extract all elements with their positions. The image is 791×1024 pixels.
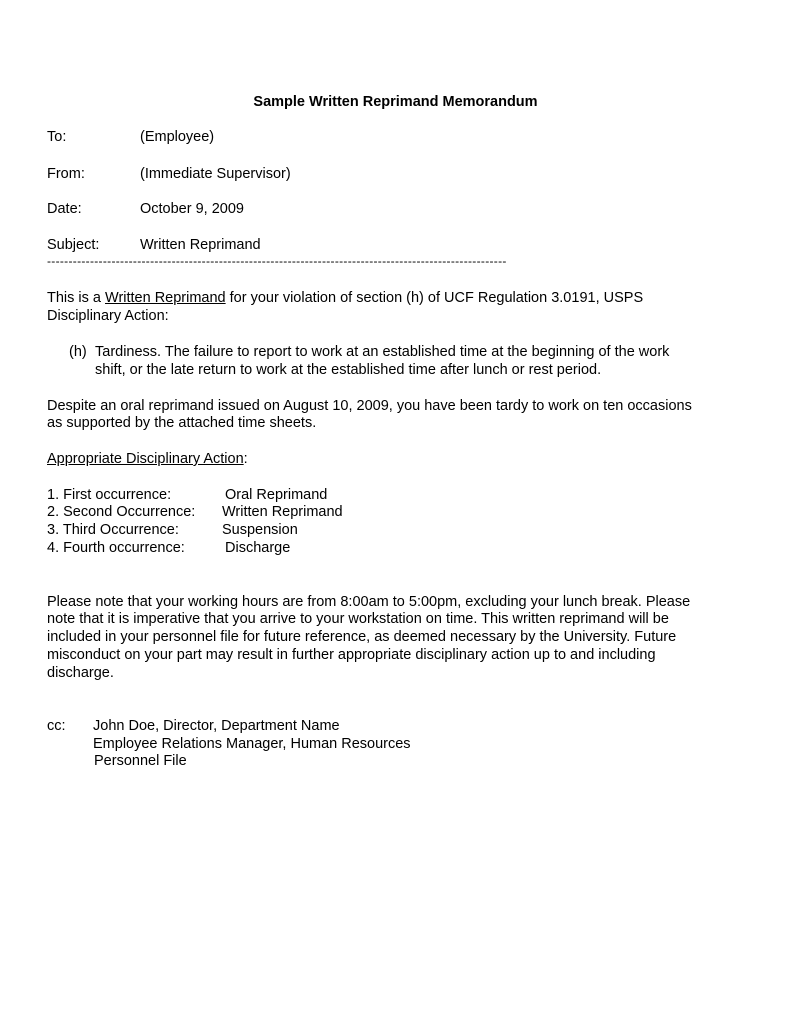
subject-label: Subject: [47, 237, 100, 253]
written-reprimand-term: Written Reprimand [105, 290, 226, 306]
divider-line: ----------------------------------------------------------------------------------------------------------- [47, 254, 507, 268]
from-value: (Immediate Supervisor) [140, 166, 291, 182]
item-h-line-1: Tardiness. The failure to report to work at an established time at the beginning of the work [95, 344, 670, 360]
paragraph-3-line-1: Please note that your working hours are from 8:00am to 5:00pm, excluding your lunch break. Please [47, 594, 691, 610]
item-h-marker: (h) [69, 344, 87, 360]
para1-pre: This is a [47, 290, 106, 306]
cc-line-3: Personnel File [94, 753, 187, 769]
action-1-value: Oral Reprimand [225, 487, 328, 503]
action-heading-colon: : [243, 451, 248, 467]
action-heading [47, 450, 248, 468]
action-3-label: 3. Third Occurrence: [47, 522, 179, 538]
action-4-label: 4. Fourth occurrence: [47, 540, 185, 556]
paragraph-1 [47, 289, 643, 307]
to-value: (Employee) [140, 129, 215, 145]
date-value: October 9, 2009 [140, 201, 244, 217]
paragraph-1-line-2: Disciplinary Action: [47, 308, 169, 324]
paragraph-3-line-3: included in your personnel file for future reference, as deemed necessary by the University. Future [47, 629, 677, 645]
paragraph-2-line-1: Despite an oral reprimand issued on August 10, 2009, you have been tardy to work on ten occasions [47, 398, 692, 414]
cc-line-1: John Doe, Director, Department Name [93, 718, 340, 734]
action-heading-text: Appropriate Disciplinary Action [47, 451, 244, 467]
paragraph-3-line-2: note that it is imperative that you arrive to your workstation on time. This written reprimand will be [47, 611, 669, 627]
action-4-value: Discharge [225, 540, 291, 556]
action-1-label: 1. First occurrence: [47, 487, 172, 503]
memo-title: Sample Written Reprimand Memorandum [253, 94, 538, 110]
cc-line-2: Employee Relations Manager, Human Resources [93, 736, 411, 752]
from-label: From: [47, 166, 85, 182]
paragraph-3-line-5: discharge. [47, 665, 114, 681]
item-h-line-2: shift, or the late return to work at the established time after lunch or rest period. [95, 362, 602, 378]
cc-label: cc: [47, 718, 66, 734]
paragraph-3-line-4: misconduct on your part may result in further appropriate disciplinary action up to and including [47, 647, 656, 663]
paragraph-2-line-2: as supported by the attached time sheets. [47, 415, 317, 431]
para1-post: for your violation of section (h) of UCF Regulation 3.0191, USPS [225, 290, 644, 306]
date-label: Date: [47, 201, 82, 217]
subject-value: Written Reprimand [140, 237, 261, 253]
action-3-value: Suspension [222, 522, 298, 538]
to-label: To: [47, 129, 67, 145]
action-2-label: 2. Second Occurrence: [47, 504, 196, 520]
action-2-value: Written Reprimand [222, 504, 343, 520]
